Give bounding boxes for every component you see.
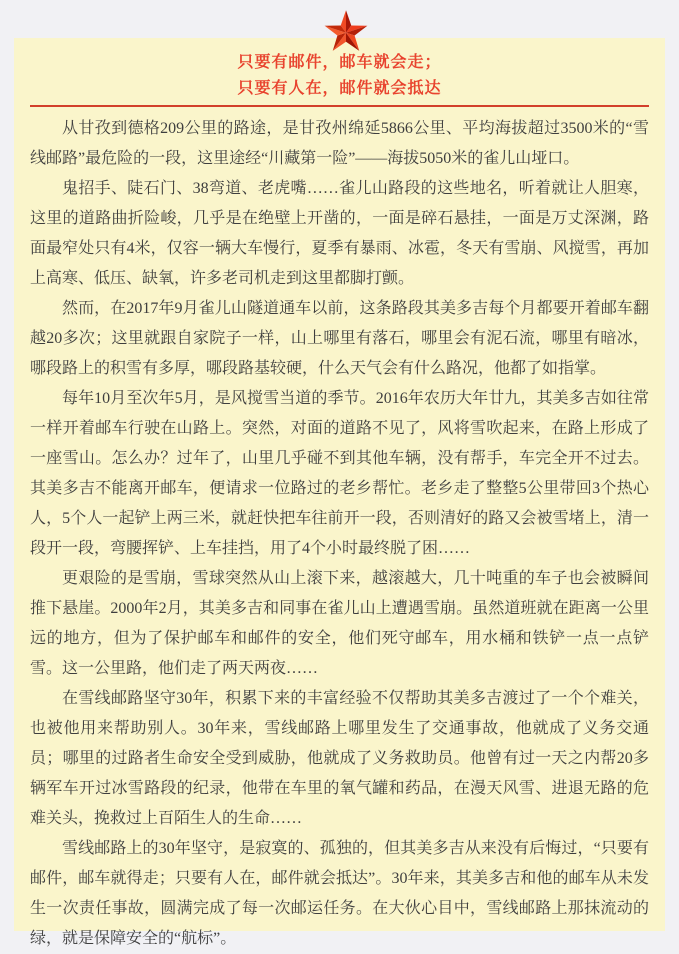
- article-body: [30, 107, 649, 954]
- card-content: [14, 38, 665, 954]
- slogan-line-2: 只要有人在，邮件就会抵达: [237, 80, 442, 97]
- article-paragraph: 更艰险的是雪崩，雪球突然从山上滚下来，越滚越大，几十吨重的车子也会被瞬间推下悬崖。2000年2月，其美多吉和同事在雀儿山上遭遇雪崩。虽然道班就在距离一公里远的地方，但为了保护邮车和邮件的安全，他们死守邮车，用水桶和铁铲一点一点铲雪。这一公里路，他们走了两天两夜……: [30, 570, 649, 677]
- article-paragraph: 然而，在2017年9月雀儿山隧道通车以前，这条路段其美多吉每个月都要开着邮车翻越20多次；这里就跟自家院子一样，山上哪里有落石，哪里会有泥石流，哪里有暗冰，哪段路上的积雪有多厚，哪段路基较硬，什么天气会有什么路况，他都了如指掌。: [30, 300, 649, 377]
- article-paragraph: 从甘孜到德格209公里的路途，是甘孜州绵延5866公里、平均海拔超过3500米的“雪线邮路”最危险的一段，这里途经“川藏第一险”——海拔5050米的雀儿山垭口。: [30, 120, 649, 167]
- red-star-icon: [317, 5, 375, 57]
- article-paragraph: 在雪线邮路坚守30年，积累下来的丰富经验不仅帮助其美多吉渡过了一个个难关，也被他用来帮助别人。30年来，雪线邮路上哪里发生了交通事故，他就成了义务交通员；哪里的过路者生命安全受到威胁，他就成了义务救助员。他曾有过一天之内帮20多辆军车开过冰雪路段的纪录，他带在车里的氧气罐和药品，在漫天风雪、进退无路的危难关头，挽救过上百陌生人的生命……: [30, 690, 649, 827]
- slogan-line-1: 只要有邮件，邮车就会走；: [237, 54, 442, 71]
- article-paragraph: 雪线邮路上的30年坚守，是寂寞的、孤独的，但其美多吉从来没有后悔过，“只要有邮件，邮车就得走；只要有人在，邮件就会抵达”。30年来，其美多吉和他的邮车从未发生一次责任事故，圆满完成了每一次邮运任务。在大伙心目中，雪线邮路上那抹流动的绿，就是保障安全的“航标”。: [30, 840, 649, 947]
- article-paragraph: 鬼招手、陡石门、38弯道、老虎嘴……雀儿山路段的这些地名，听着就让人胆寒，这里的道路曲折险峻，几乎是在绝壁上开凿的，一面是碎石悬挂，一面是万丈深渊，路面最窄处只有4米，仅容一辆大车慢行，夏季有暴雨、冰雹，冬天有雪崩、风搅雪，再加上高寒、低压、缺氧，许多老司机走到这里都脚打颤。: [30, 180, 649, 287]
- red-star-svg: [317, 5, 375, 57]
- article-paragraph: 每年10月至次年5月，是风搅雪当道的季节。2016年农历大年廿九，其美多吉如往常一样开着邮车行驶在山路上。突然，对面的道路不见了，风将雪吹起来，在路上形成了一座雪山。怎么办？过年了，山里几乎碰不到其他车辆，没有帮手，车完全开不过去。其美多吉不能离开邮车，便请求一位路过的老乡帮忙。老乡走了整整5公里带回3个热心人，5个人一起铲上两三米，就赶快把车往前开一段，否则清好的路又会被雪堵上，清一段开一段，弯腰挥铲、上车挂挡，用了4个小时最终脱了困……: [30, 390, 649, 557]
- article-card: [14, 38, 665, 947]
